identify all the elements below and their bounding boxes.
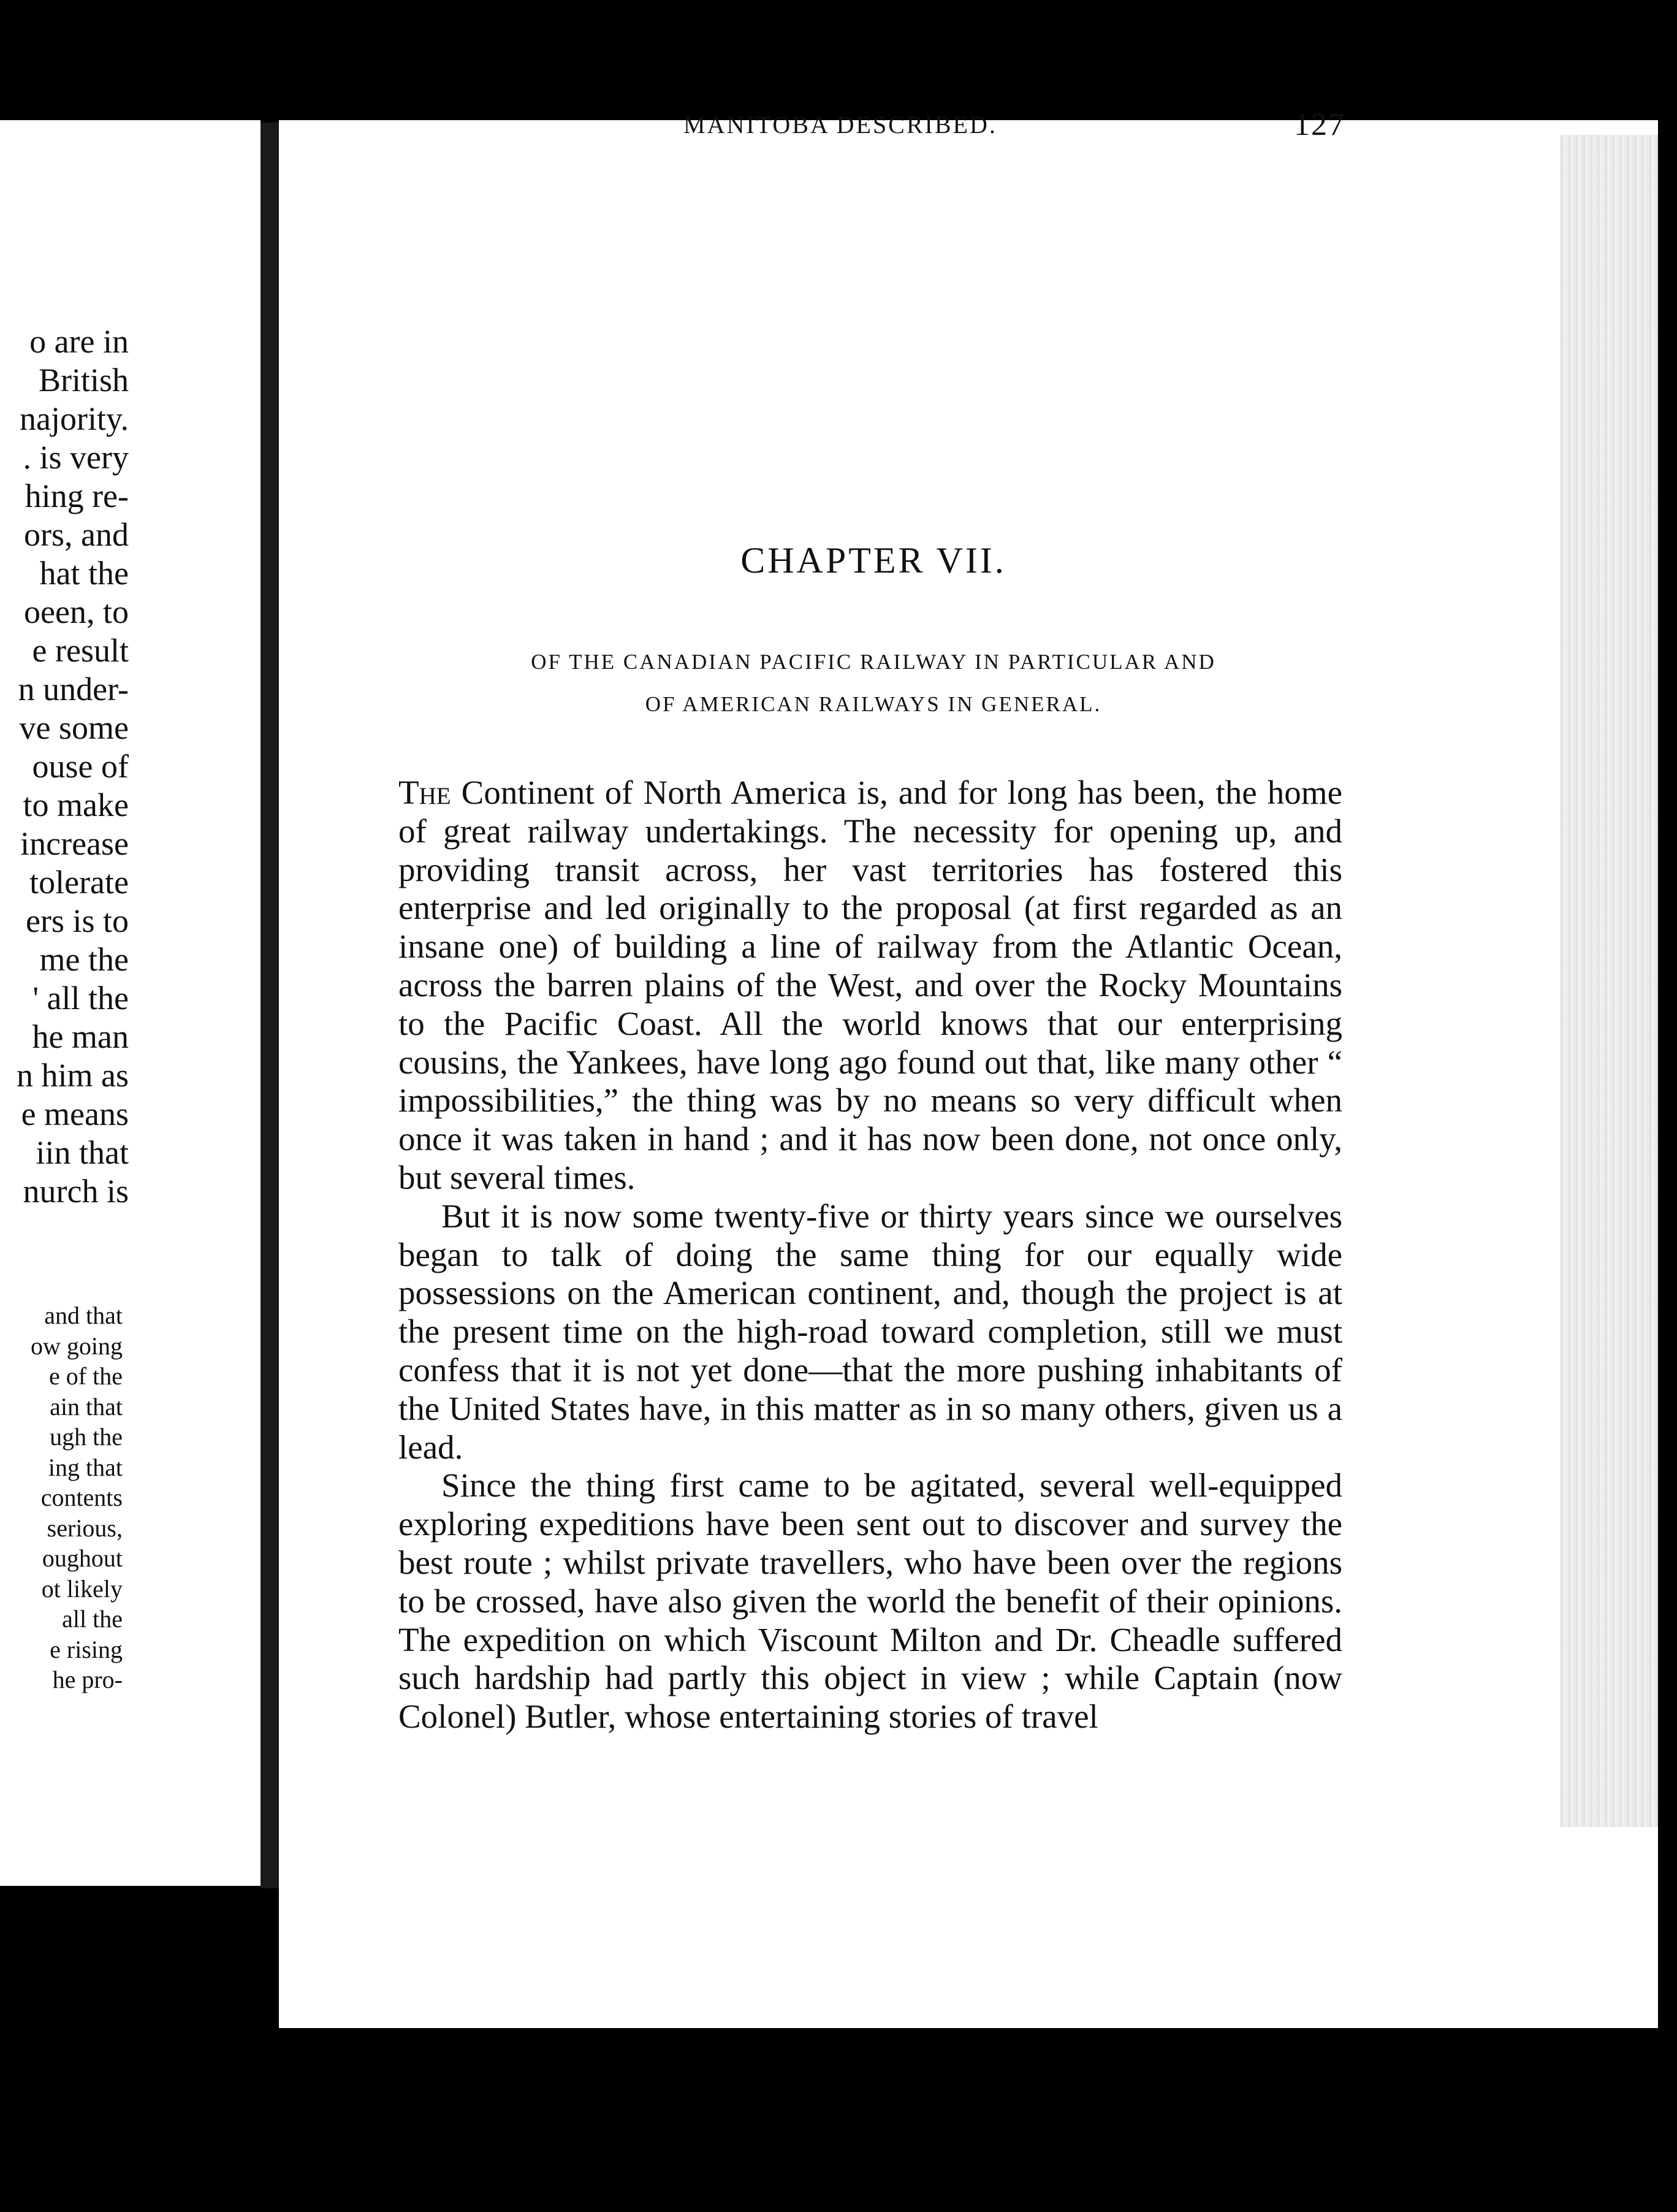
previous-page-line: n him as — [17, 1057, 129, 1094]
previous-page-line: me the — [39, 941, 129, 978]
paragraph: But it is now some twenty-five or thirty years since we ourselves began to talk of doing the same thing for our equally wide possessions on the American continent, and, though the project is at the present time on the high-road toward completion, still we must confess that it is not yet done—that the more pushing inhabitants of the United States have, in this matter as in so many others, given us a lead. — [398, 1197, 1342, 1466]
previous-page-footnote-line: contents — [40, 1484, 123, 1511]
previous-page-line: ers is to — [26, 902, 129, 939]
previous-page-footnote-line: e rising — [50, 1635, 123, 1663]
previous-page-line: hing re- — [25, 478, 129, 514]
previous-page-line: British — [38, 362, 129, 399]
previous-page-footnote-line: ing that — [48, 1453, 123, 1481]
book-gutter — [260, 123, 279, 1888]
previous-page-footnote-line: all the — [62, 1605, 123, 1633]
chapter-subtitle — [401, 641, 1345, 725]
chapter-title: CHAPTER VII. — [740, 540, 1006, 581]
previous-page-line: oeen, to — [24, 593, 129, 630]
previous-page-line: e result — [32, 632, 129, 669]
previous-page-footnote-line: he pro- — [52, 1666, 123, 1693]
previous-page-line: tolerate — [29, 864, 129, 901]
paragraph: Since the thing first came to be agitated, several well-equipped exploring expeditions have been sent out to discover and survey the best route ; whilst private travellers, who have been over the regions to be crossed, have also given the world the benefit of their opinions. The expedition on which Viscount Milton and Dr. Cheadle suffered such hardship had partly this object in view ; while Captain (now Colonel) Butler, whose entertaining stories of travel — [398, 1466, 1342, 1736]
previous-page-footnote-line: e of the — [49, 1362, 123, 1390]
previous-page-line: . is very — [23, 439, 129, 476]
previous-page-line: he man — [32, 1018, 129, 1055]
paragraph-lead-word: The — [398, 774, 451, 811]
previous-page-line: najority. — [20, 400, 129, 437]
previous-page-footnote-line: ot likely — [41, 1574, 123, 1603]
previous-page-line: ouse of — [32, 748, 129, 785]
previous-page-fragment — [0, 120, 260, 1886]
previous-page-footnote-line: and that — [44, 1302, 123, 1329]
chapter-body — [398, 774, 1342, 1736]
paragraph — [398, 774, 1342, 1197]
previous-page-line: nurch is — [23, 1173, 129, 1210]
previous-page-line: iin that — [36, 1134, 129, 1171]
previous-page-line: e means — [21, 1096, 129, 1132]
page-edges — [1560, 135, 1658, 1827]
previous-page-line: ve some — [19, 709, 129, 746]
chapter-subtitle-line: OF AMERICAN RAILWAYS IN GENERAL. — [645, 692, 1102, 716]
paragraph-text: Continent of North America is, and for long has been, the home of great railway undertakings. The necessity for opening up, and providing transit across, her vast territories has fostered this enterprise and led originally to the proposal (at first regarded as an insane one) of building a line of railway from the Atlantic Ocean, across the barren plains of the West, and over the Rocky Mountains to the Pacific Coast. All the world knows that our enterprising cousins, the Yankees, have long ago found out that, like many other “ impossibilities,” the thing was by no means so very difficult when once it was taken in hand ; and it has now been done, not once only, but several times. — [398, 774, 1342, 1196]
previous-page-line: ors, and — [24, 516, 129, 553]
previous-page-footnote-line: ugh the — [50, 1423, 123, 1451]
previous-page-line: n under- — [18, 671, 129, 707]
previous-page-footnote-line: ain that — [50, 1392, 123, 1421]
previous-page-footnote-line: serious, — [47, 1514, 123, 1542]
previous-page-footnote-line: ow going — [31, 1332, 123, 1360]
previous-page-line: ' all the — [32, 980, 129, 1016]
chapter-subtitle-line: OF THE CANADIAN PACIFIC RAILWAY IN PARTICULAR AND — [531, 650, 1216, 674]
previous-page-line: hat the — [39, 555, 129, 592]
previous-page-footnote-line: oughout — [42, 1544, 123, 1572]
page-number: 127 — [1294, 107, 1345, 142]
previous-page-line: to make — [23, 787, 129, 823]
previous-page-line: o are in — [29, 323, 129, 360]
previous-page-line: increase — [20, 825, 129, 862]
running-head-title: MANITOBA DESCRIBED. — [683, 111, 997, 139]
